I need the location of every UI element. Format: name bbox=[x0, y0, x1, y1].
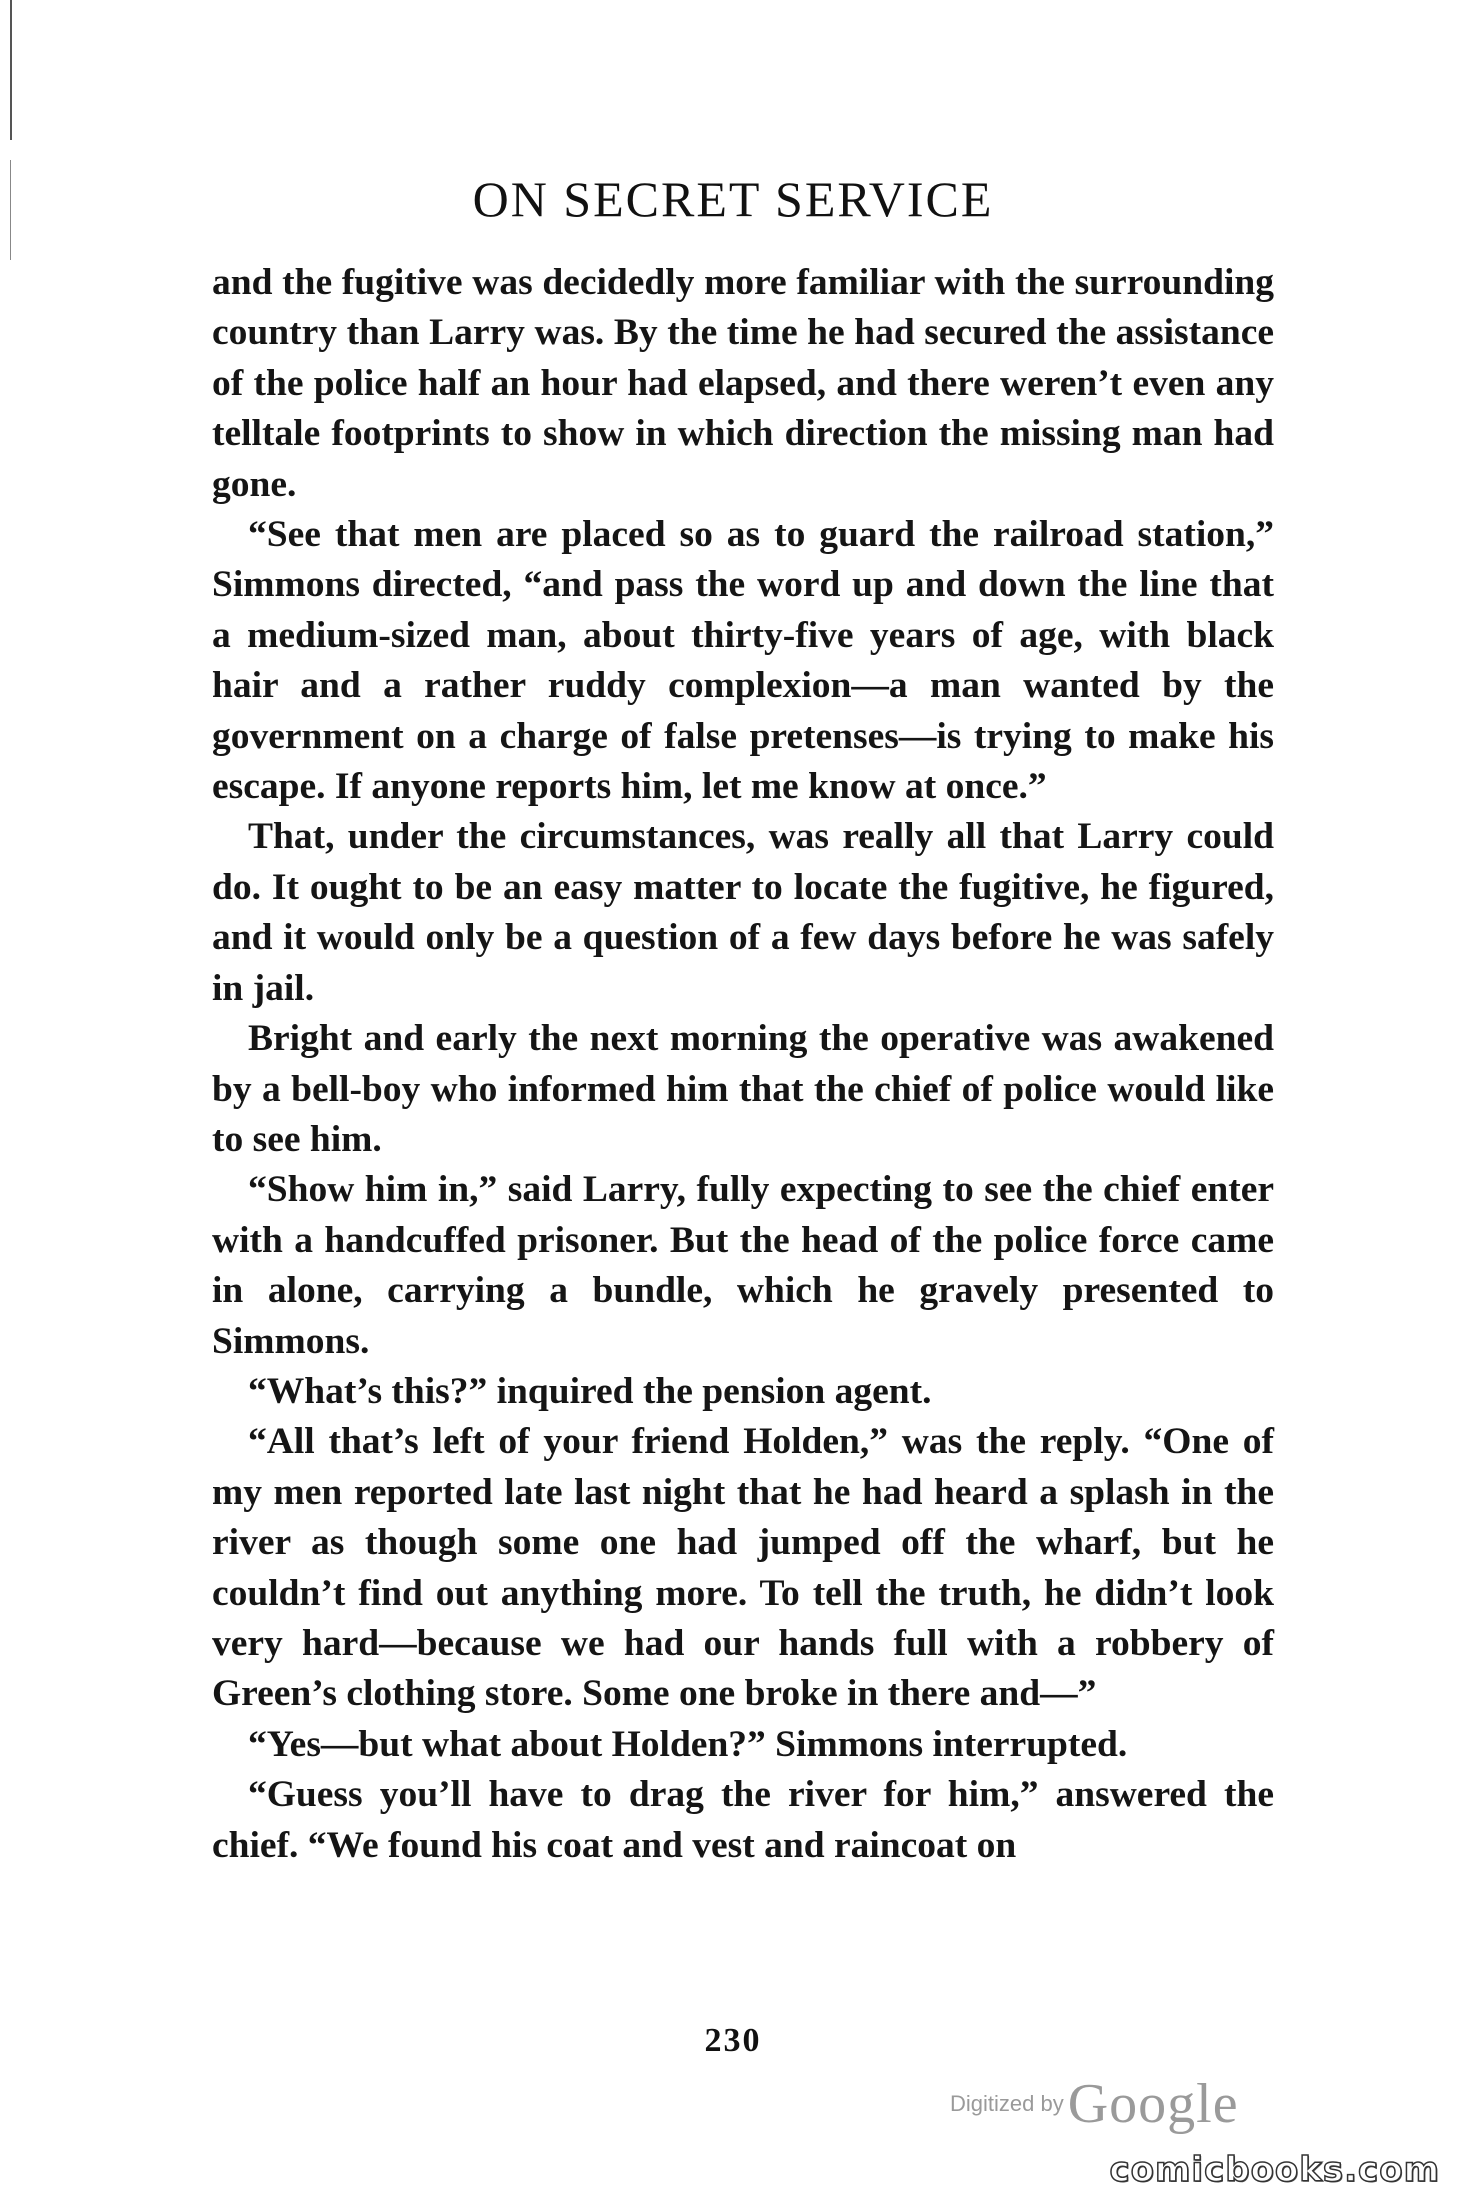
digitized-by-google-mark bbox=[950, 2072, 1270, 2135]
body-text bbox=[212, 258, 1274, 1871]
watermark: comicbooks.com bbox=[1109, 2150, 1440, 2190]
paragraph-9: “Guess you’ll have to drag the river for him,” answered the chief. “We found his coat and vest and raincoat on bbox=[212, 1774, 1274, 1866]
paragraph-2: “See that men are placed so as to guard the railroad station,” Simmons directed, “and pass the word up and down the line that a medium-sized man, about thirty-five years of age, with black hair and a rather ruddy complexion—a man wanted by the government on a charge of false pretenses—is trying to make his escape. If anyone reports him, let me know at once.” bbox=[212, 514, 1274, 808]
google-logo-text: Google bbox=[1067, 2073, 1239, 2135]
page-number: 230 bbox=[704, 2022, 762, 2059]
digitized-by-label: Digitized by bbox=[950, 2091, 1064, 2116]
paragraph-8: “Yes—but what about Holden?” Simmons interrupted. bbox=[248, 1723, 1128, 1765]
paragraph-5: “Show him in,” said Larry, fully expecting to see the chief enter with a handcuffed prisoner. But the head of the police force came in alone, carrying a bundle, which he gravely presented to Simmons. bbox=[212, 1169, 1274, 1362]
paragraph-1: and the fugitive was decidedly more familiar with the surrounding country than Larry was. By the time he had secured the assistance of the police half an hour had elapsed, and there weren’t even any telltale footprints to show in which direction the missing man had gone. bbox=[212, 262, 1274, 505]
scan-edge-line bbox=[10, 0, 12, 140]
paragraph-3: That, under the circumstances, was really all that Larry could do. It ought to be an easy matter to locate the fugitive, he figured, and it would only be a question of a few days before he was safely in jail. bbox=[212, 816, 1274, 1009]
running-header: ON SECRET SERVICE bbox=[472, 171, 994, 227]
paragraph-7: “All that’s left of your friend Holden,” was the reply. “One of my men reported late last night that he had heard a splash in the river as though some one had jumped off the wharf, but he couldn’t find out anything more. To tell the truth, he didn’t look very hard—because we had our hands full with a robbery of Green’s clothing store. Some one broke in there and—” bbox=[212, 1421, 1274, 1715]
paragraph-6: “What’s this?” inquired the pension agent. bbox=[248, 1370, 932, 1412]
paragraph-4: Bright and early the next morning the operative was awakened by a bell-boy who informed him that the chief of police would like to see him. bbox=[212, 1018, 1274, 1160]
